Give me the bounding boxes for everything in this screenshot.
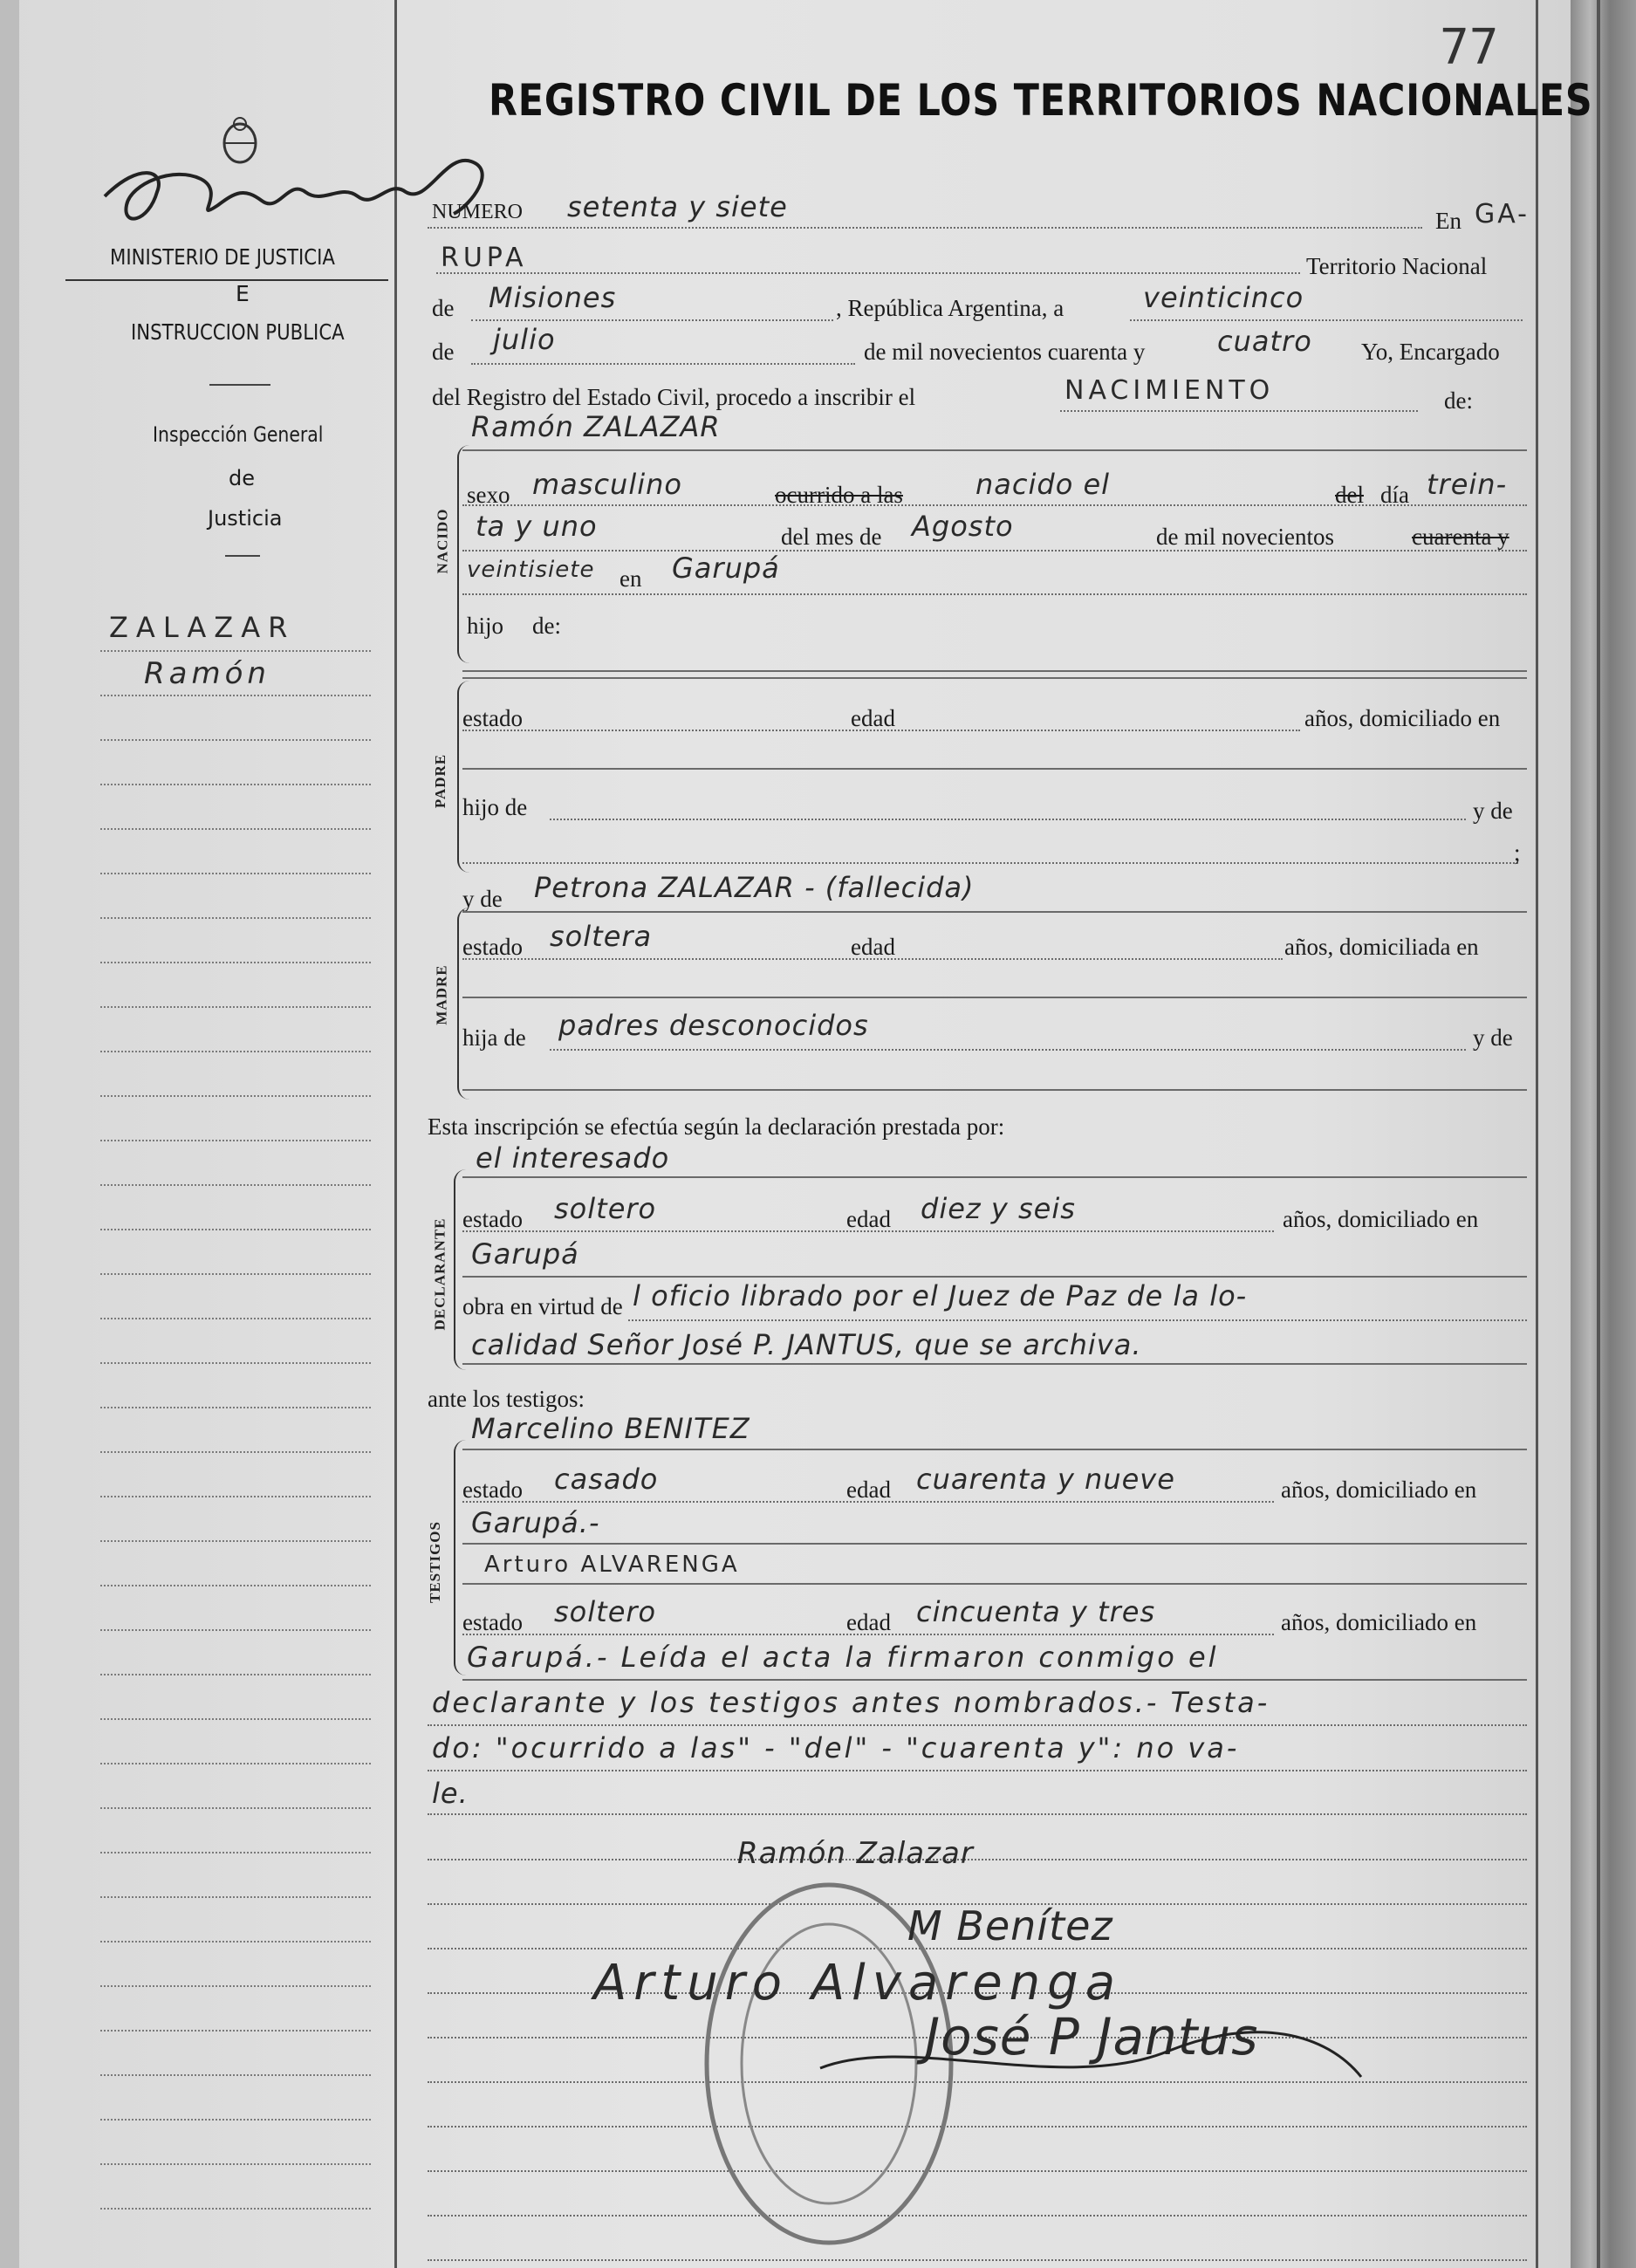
- obra-line-a: [628, 1319, 1527, 1321]
- mes-value: Agosto: [912, 510, 1014, 543]
- de-label-2: de: [432, 339, 455, 365]
- sidebar-ruled-line: [100, 1318, 371, 1319]
- left-margin-edge: [0, 0, 19, 2268]
- padre-semicolon: ;: [1514, 839, 1521, 866]
- republica-label: , República Argentina, a: [836, 295, 1064, 321]
- padre-y-line: [462, 862, 1518, 864]
- testigo1-domicilio: Garupá.-: [471, 1506, 600, 1539]
- yo-label: Yo, Encargado: [1361, 339, 1500, 365]
- testigos-brace: [454, 1440, 468, 1675]
- testigo2-estado-line: [462, 1634, 1274, 1635]
- day-line: [1130, 319, 1523, 321]
- madre-y-de-label: y de: [462, 886, 503, 912]
- madre-estado-label: estado: [462, 934, 523, 960]
- birth-year-value: veintisiete: [467, 557, 595, 583]
- sidebar-ruled-line: [100, 1629, 371, 1631]
- signature-alvarenga: Arturo Alvarenga: [593, 1955, 1123, 2011]
- signature-jantus: José P Jantus: [925, 2007, 1259, 2066]
- declarante-domicilio-line: [462, 1276, 1527, 1278]
- testigo1-estado-label: estado: [462, 1477, 523, 1503]
- dia-label: día: [1380, 482, 1409, 508]
- signature-flourish: [803, 1998, 1396, 2103]
- registro-label: del Registro del Estado Civil, procedo a inscribir el: [432, 384, 916, 410]
- madre-hija-line: [550, 1049, 1466, 1051]
- padre-section-label: PADRE: [432, 753, 449, 809]
- sidebar-ruled-line: [100, 962, 371, 963]
- territorio-label: Territorio Nacional: [1306, 253, 1488, 279]
- official-signature: [87, 144, 506, 240]
- madre-edad-label: edad: [851, 934, 895, 960]
- sidebar-ruled-line: [100, 1095, 371, 1097]
- sidebar-ruled-line: [100, 1407, 371, 1408]
- sidebar-ruled-line: [100, 1585, 371, 1586]
- declarante-domicilio: Garupá: [471, 1237, 579, 1271]
- sidebar-ruled-line: [100, 873, 371, 874]
- sidebar-ruled-line: [100, 1896, 371, 1898]
- sidebar-ruled-line: [100, 1540, 371, 1542]
- dia-value-b: ta y uno: [476, 510, 598, 543]
- sidebar-given-name: Ramón: [144, 656, 270, 691]
- lugar-line: [462, 593, 1527, 595]
- lugar-value: Garupá: [672, 552, 780, 585]
- sidebar-ruled-line: [100, 2208, 371, 2210]
- sidebar-ruled-line: [100, 1941, 371, 1943]
- testigo1-estado-value: casado: [554, 1463, 659, 1496]
- madre-hija-de-value: padres desconocidos: [558, 1009, 869, 1042]
- page-edge-stripe: [1597, 0, 1600, 2268]
- de-label-1: de: [432, 295, 455, 321]
- madre-hija-de-label: hija de: [462, 1024, 526, 1051]
- sidebar-ruled-line: [100, 1273, 371, 1275]
- territorio-value: Misiones: [489, 281, 617, 314]
- declarante-anios-label: años, domiciliado en: [1283, 1206, 1479, 1232]
- hijo-line: [462, 670, 1527, 672]
- sidebar-ruled-line: [100, 1229, 371, 1230]
- day-value: veinticinco: [1143, 281, 1304, 314]
- sidebar-ruled-line: [100, 695, 371, 696]
- sidebar-ruled-line: [100, 1140, 371, 1141]
- madre-name: Petrona ZALAZAR - (fallecida): [534, 871, 975, 904]
- testigo1-name-line: [462, 1449, 1527, 1450]
- sidebar-ruled-line: [100, 1807, 371, 1809]
- declarante-estado-label: estado: [462, 1206, 523, 1232]
- closing-rule-2: [428, 1770, 1527, 1771]
- main-ruled-line: [428, 2170, 1527, 2172]
- obra-label: obra en virtud de: [462, 1293, 623, 1319]
- territorio-line: [471, 319, 833, 321]
- ministry-rule: [65, 279, 388, 281]
- padre-domicilio-line: [462, 768, 1527, 770]
- inspection-label: Inspección General: [153, 422, 324, 447]
- nacido-el: nacido el: [975, 468, 1111, 501]
- sidebar-divider: [394, 0, 397, 2268]
- nacido-section-label: NACIDO: [434, 508, 451, 574]
- month-value: julio: [493, 323, 556, 356]
- declarante-edad-value: diez y seis: [921, 1192, 1076, 1225]
- sidebar-ruled-line: [100, 1763, 371, 1764]
- testigo2-domicilio-rule: [462, 1679, 1527, 1681]
- sidebar-short-rule-2: [225, 555, 260, 557]
- sidebar-ruled-line: [100, 1051, 371, 1052]
- sidebar-ruled-line: [100, 2030, 371, 2032]
- sidebar-ruled-line: [100, 784, 371, 785]
- ministry-label: MINISTERIO DE JUSTICIA: [110, 244, 335, 270]
- sidebar-ruled-line: [100, 2163, 371, 2165]
- sidebar-ruled-line: [100, 1674, 371, 1675]
- padre-name-line: [462, 677, 1527, 679]
- sidebar-ruled-line: [100, 917, 371, 919]
- ministry-label-e: E: [236, 281, 250, 306]
- inspection-label-justicia: Justicia: [208, 506, 283, 531]
- sidebar-ruled-line: [100, 1006, 371, 1008]
- page-edge-right: [1571, 0, 1636, 2268]
- sexo-label: sexo: [467, 482, 510, 508]
- declarante-estado-line: [462, 1230, 1274, 1232]
- madre-section-label: MADRE: [433, 964, 450, 1025]
- dia-line: [462, 550, 1527, 552]
- act-line: [1060, 410, 1418, 412]
- sidebar-ruled-line: [100, 1496, 371, 1497]
- testigo2-edad-label: edad: [846, 1609, 891, 1635]
- closing-rule-1: [428, 1724, 1527, 1726]
- sidebar-ruled-line: [100, 1451, 371, 1453]
- signature-ramon-zalazar: Ramón Zalazar: [737, 1836, 974, 1871]
- sidebar-short-rule: [209, 384, 270, 386]
- testigo1-estado-line: [462, 1501, 1274, 1503]
- padre-hijo-line: [550, 819, 1466, 820]
- obra-value-a: l oficio librado por el Juez de Paz de la lo-: [633, 1279, 1248, 1312]
- closing-line-1: declarante y los testigos antes nombrados.- Testa-: [432, 1686, 1270, 1719]
- right-border-line: [1536, 0, 1538, 2268]
- month-line: [471, 363, 855, 365]
- testigo1-edad-value: cuarenta y nueve: [916, 1463, 1175, 1496]
- testigo2-domicilio-line: Garupá.- Leída el acta la firmaron conmigo el: [467, 1641, 1219, 1674]
- padre-estado-label: estado: [462, 705, 523, 731]
- numero-value: setenta y siete: [567, 190, 788, 223]
- del-mes-label: del mes de: [781, 524, 882, 550]
- obra-line-b: [462, 1363, 1527, 1365]
- testigo2-edad-value: cincuenta y tres: [916, 1595, 1156, 1628]
- testigos-intro: ante los testigos:: [428, 1386, 585, 1412]
- declarante-name: el interesado: [476, 1141, 670, 1175]
- de-mil-label: de mil novecientos: [1156, 524, 1334, 550]
- obra-value-b: calidad Señor José P. JANTUS, que se archiva.: [471, 1328, 1142, 1361]
- closing-line-2: do: "ocurrido a las" - "del" - "cuarenta y": no va-: [432, 1731, 1240, 1764]
- padre-hijo-de-label: hijo de: [462, 794, 528, 820]
- testigo2-anios-label: años, domiciliado en: [1281, 1609, 1477, 1635]
- sidebar-surname: ZALAZAR: [109, 611, 296, 644]
- sidebar-ruled-line: [100, 1718, 371, 1720]
- sidebar-ruled-line: [100, 2119, 371, 2121]
- sidebar-ruled-line: [100, 828, 371, 830]
- place-value-b: RUPA: [441, 243, 528, 273]
- madre-y-de-label-2: y de: [1473, 1024, 1513, 1051]
- main-ruled-line: [428, 2259, 1527, 2261]
- padre-estado-line: [462, 730, 1300, 731]
- declarante-brace: [454, 1169, 468, 1370]
- sexo-line: [462, 504, 1527, 506]
- inspection-label-de: de: [229, 466, 255, 490]
- nacido-name: Ramón ZALAZAR: [471, 410, 721, 443]
- year-label: de mil novecientos cuarenta y: [864, 339, 1146, 365]
- testigo2-name: Arturo ALVARENGA: [484, 1552, 740, 1578]
- testigo1-name: Marcelino BENITEZ: [471, 1412, 750, 1445]
- page-title: REGISTRO CIVIL DE LOS TERRITORIOS NACIONALES: [489, 75, 1593, 126]
- testigo2-estado-label: estado: [462, 1609, 523, 1635]
- page-number: 77: [1440, 19, 1499, 76]
- numero-line: [428, 227, 1422, 229]
- en-label-nacido: en: [619, 565, 642, 592]
- testigo2-estado-value: soltero: [554, 1595, 657, 1628]
- testigo2-name-line: [462, 1583, 1527, 1585]
- madre-anios-label: años, domiciliada en: [1284, 934, 1479, 960]
- testigos-section-label: TESTIGOS: [427, 1521, 443, 1603]
- testigo1-domicilio-line: [462, 1543, 1527, 1545]
- en-label: En: [1435, 208, 1461, 234]
- nacido-name-line: [462, 449, 1527, 451]
- struck-cuarenta: cuarenta y: [1412, 524, 1509, 550]
- padre-anios-label: años, domiciliado en: [1304, 705, 1501, 731]
- declarante-edad-label: edad: [846, 1206, 891, 1232]
- sidebar-ruled-line: [100, 1985, 371, 1987]
- sexo-value: masculino: [532, 468, 682, 501]
- padre-y-de-label: y de: [1473, 798, 1513, 824]
- place-line: [436, 272, 1300, 274]
- testigo1-edad-label: edad: [846, 1477, 891, 1503]
- madre-estado-line: [462, 958, 1283, 960]
- act-type: NACIMIENTO: [1064, 375, 1275, 406]
- sidebar-ruled-line: [100, 1852, 371, 1853]
- sidebar-ruled-line: [100, 739, 371, 741]
- sidebar-ruled-line: [100, 1362, 371, 1364]
- dia-value-a: trein-: [1427, 468, 1508, 501]
- closing-rule-3: [428, 1813, 1527, 1815]
- madre-estado-value: soltera: [550, 920, 653, 953]
- declarante-section-label: DECLARANTE: [431, 1217, 448, 1331]
- testigo1-anios-label: años, domiciliado en: [1281, 1477, 1477, 1503]
- signature-benitez: M Benítez: [907, 1902, 1113, 1949]
- year-value: cuatro: [1217, 325, 1312, 358]
- struck-del: del: [1335, 482, 1364, 508]
- ministry-label-instruccion: INSTRUCCION PUBLICA: [131, 319, 345, 345]
- hijo-label: hijo: [467, 613, 504, 639]
- sidebar-ruled-line: [100, 1184, 371, 1186]
- main-ruled-line: [428, 2126, 1527, 2128]
- numero-label: NUMERO: [432, 201, 524, 223]
- sidebar-ruled-line: [100, 2074, 371, 2076]
- sidebar-ruled-line: [100, 650, 371, 652]
- closing-line-3: le.: [432, 1777, 469, 1810]
- de-colon-label: de:: [1444, 387, 1473, 414]
- declarante-estado-value: soltero: [554, 1192, 657, 1225]
- declarante-intro: Esta inscripción se efectúa según la declaración prestada por:: [428, 1113, 1005, 1140]
- madre-name-line: [462, 911, 1527, 913]
- declarante-name-line: [462, 1176, 1527, 1178]
- hijo-suffix: de:: [532, 613, 561, 639]
- main-ruled-line: [428, 1859, 1527, 1860]
- struck-ocurrido: ocurrido a las: [775, 482, 903, 508]
- place-value-a: GA-: [1475, 199, 1530, 230]
- madre-y-line: [462, 1089, 1527, 1091]
- madre-domicilio-line: [462, 997, 1527, 998]
- main-ruled-line: [428, 2215, 1527, 2217]
- padre-edad-label: edad: [851, 705, 895, 731]
